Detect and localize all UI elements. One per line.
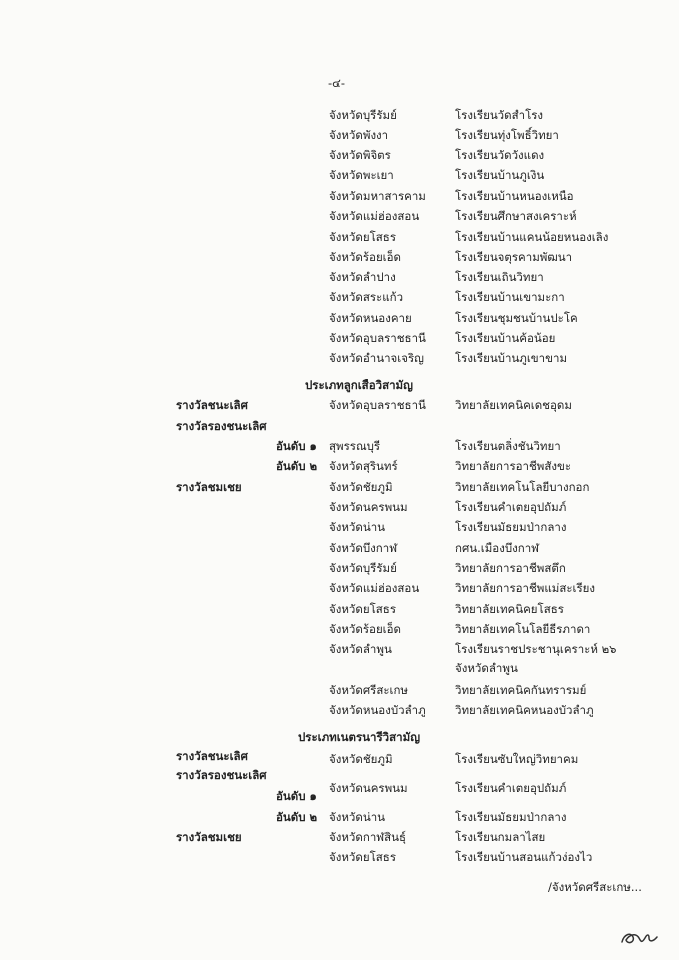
page-number: -๔- — [328, 76, 346, 90]
school-cell: วิทยาลัยการอาชีพสตึก — [455, 561, 566, 575]
province-cell: จังหวัดชัยภูมิ — [329, 752, 393, 766]
continuation-note: /จังหวัดศรีสะเกษ... — [548, 880, 642, 894]
school-cell: โรงเรียนทุ่งโพธิ์วิทยา — [455, 128, 559, 142]
school-cell: โรงเรียนจตุรคามพัฒนา — [455, 250, 573, 264]
school-cell: โรงเรียนวัดวังแดง — [455, 148, 545, 162]
school-cell: วิทยาลัยเทคนิคเดชอุดม — [455, 398, 572, 412]
province-cell: จังหวัดมหาสารคาม — [329, 189, 426, 203]
school-cell: วิทยาลัยเทคโนโลยีธีรภาดา — [455, 622, 591, 636]
province-cell: จังหวัดสุรินทร์ — [329, 459, 398, 473]
province-cell: จังหวัดสระแก้ว — [329, 290, 404, 304]
section-heading-ranger: ประเภทเนตรนารีวิสามัญ — [298, 730, 420, 744]
province-cell: จังหวัดลำพูน — [329, 642, 392, 656]
school-cell: โรงเรียนบ้านหนองเหนือ — [455, 189, 574, 203]
school-cell: วิทยาลัยเทคนิคหนองบัวลำภู — [455, 703, 594, 717]
province-cell: จังหวัดยโสธร — [329, 850, 396, 864]
rank-label: อันดับ ๒ — [276, 810, 318, 824]
school-cell: โรงเรียนบ้านภูเขาขาม — [455, 351, 568, 365]
school-cell: โรงเรียนคำเตยอุปถัมภ์ — [455, 781, 567, 795]
province-cell: จังหวัดหนองบัวลำภู — [329, 703, 426, 717]
school-cell: โรงเรียนบ้านค้อน้อย — [455, 331, 556, 345]
province-cell: จังหวัดศรีสะเกษ — [329, 683, 409, 697]
school-cell: วิทยาลัยเทคโนโลยีบางกอก — [455, 480, 590, 494]
province-cell: จังหวัดนครพนม — [329, 500, 408, 514]
school-cell: โรงเรียนวัดสำโรง — [455, 108, 544, 122]
school-cell: โรงเรียนตลิ่งชันวิทยา — [455, 439, 561, 453]
school-cell: โรงเรียนมัธยมป่ากลาง — [455, 810, 567, 824]
province-cell: จังหวัดอุบลราชธานี — [329, 398, 426, 412]
award-honorable-label: รางวัลชมเชย — [176, 830, 242, 844]
province-cell: จังหวัดกาฬสินธุ์ — [329, 830, 407, 844]
province-cell: จังหวัดอำนาจเจริญ — [329, 351, 424, 365]
province-cell: จังหวัดอุบลราชธานี — [329, 331, 426, 345]
school-cell: โรงเรียนชุมชนบ้านปะโค — [455, 311, 578, 325]
province-cell: จังหวัดน่าน — [329, 520, 386, 534]
rank-label: อันดับ ๑ — [276, 439, 317, 453]
school-cell-continued: จังหวัดลำพูน — [455, 661, 518, 675]
school-cell: โรงเรียนมัธยมป่ากลาง — [455, 520, 567, 534]
school-cell: โรงเรียนบ้านเขามะกา — [455, 290, 565, 304]
province-cell: จังหวัดบุรีรัมย์ — [329, 561, 397, 575]
section-heading-scout: ประเภทลูกเสือวิสามัญ — [305, 378, 413, 392]
province-cell: จังหวัดร้อยเอ็ด — [329, 622, 401, 636]
award-excellent-label: รางวัลชนะเลิศ — [176, 749, 248, 763]
province-cell: จังหวัดบุรีรัมย์ — [329, 108, 397, 122]
school-cell: โรงเรียนเถินวิทยา — [455, 270, 544, 284]
province-cell: จังหวัดชัยภูมิ — [329, 480, 393, 494]
province-cell: สุพรรณบุรี — [329, 439, 381, 453]
school-cell: โรงเรียนคำเตยอุปถัมภ์ — [455, 500, 567, 514]
award-runner-up-label: รางวัลรองชนะเลิศ — [176, 419, 267, 433]
award-excellent-label: รางวัลชนะเลิศ — [176, 398, 248, 412]
province-cell: จังหวัดแม่ฮ่องสอน — [329, 209, 420, 223]
school-cell: กศน.เมืองบึงกาฬ — [455, 541, 540, 555]
province-cell: จังหวัดพะเยา — [329, 168, 394, 182]
school-cell: โรงเรียนบ้านสอนแก้วง่องไว — [455, 850, 593, 864]
school-cell: โรงเรียนซับใหญ่วิทยาคม — [455, 752, 579, 766]
province-cell: จังหวัดแม่ฮ่องสอน — [329, 581, 420, 595]
province-cell: จังหวัดบึงกาฬ — [329, 541, 398, 555]
school-cell: โรงเรียนราชประชานุเคราะห์ ๒๖ — [455, 642, 617, 656]
school-cell: โรงเรียนบ้านภูเงิน — [455, 168, 545, 182]
province-cell: จังหวัดยโสธร — [329, 602, 396, 616]
province-cell: จังหวัดหนองคาย — [329, 311, 412, 325]
school-cell: วิทยาลัยการอาชีพแม่สะเรียง — [455, 581, 596, 595]
school-cell: โรงเรียนกมลาไสย — [455, 830, 546, 844]
award-honorable-label: รางวัลชมเชย — [176, 480, 242, 494]
province-cell: จังหวัดนครพนม — [329, 781, 408, 795]
province-cell: จังหวัดพิจิตร — [329, 148, 391, 162]
province-cell: จังหวัดพังงา — [329, 128, 389, 142]
province-cell: จังหวัดยโสธร — [329, 230, 396, 244]
rank-label: อันดับ ๒ — [276, 459, 318, 473]
school-cell: วิทยาลัยเทคนิคกันทรารมย์ — [455, 683, 587, 697]
province-cell: จังหวัดร้อยเอ็ด — [329, 250, 401, 264]
province-cell: จังหวัดน่าน — [329, 810, 386, 824]
signature-initials-icon — [618, 925, 664, 949]
school-cell: วิทยาลัยเทคนิคยโสธร — [455, 602, 564, 616]
province-cell: จังหวัดลำปาง — [329, 270, 396, 284]
rank-label: อันดับ ๑ — [276, 789, 317, 803]
school-cell: วิทยาลัยการอาชีพสังขะ — [455, 459, 572, 473]
school-cell: โรงเรียนบ้านแคนน้อยหนองเลิง — [455, 230, 609, 244]
award-runner-up-label: รางวัลรองชนะเลิศ — [176, 768, 267, 782]
school-cell: โรงเรียนศึกษาสงเคราะห์ — [455, 209, 577, 223]
